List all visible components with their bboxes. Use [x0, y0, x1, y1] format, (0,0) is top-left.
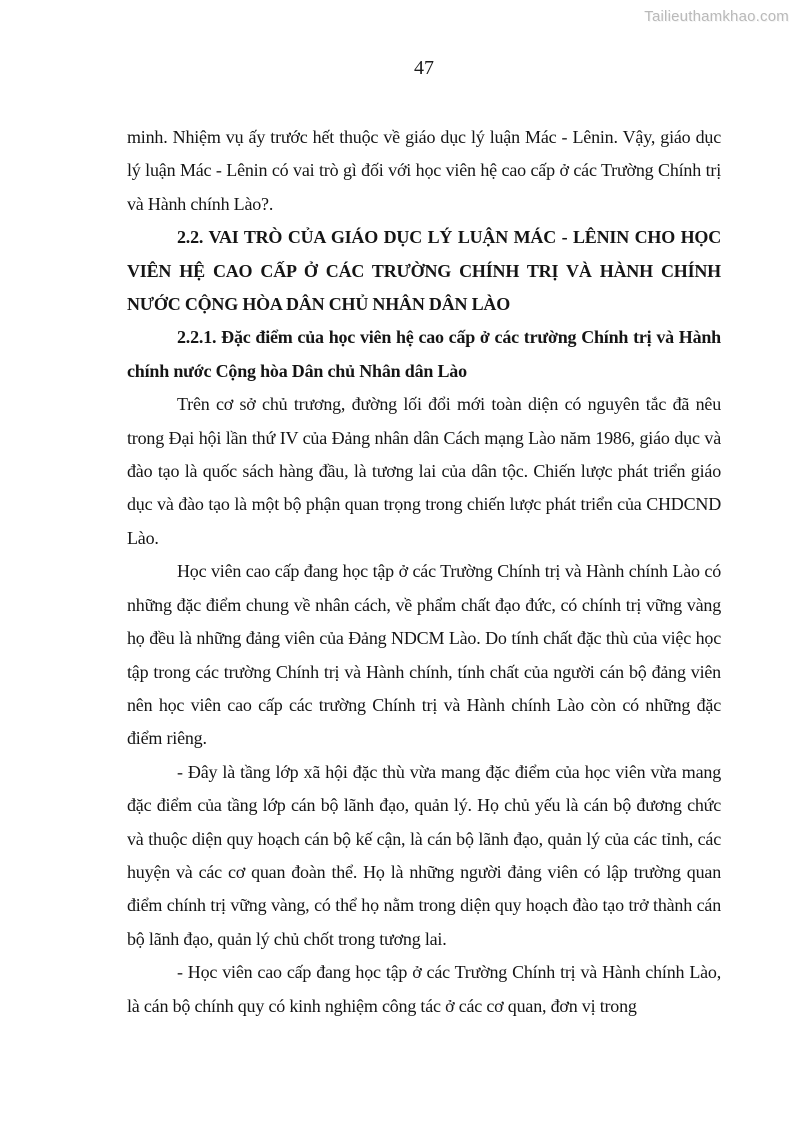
paragraph-doi-moi: Trên cơ sở chủ trương, đường lối đổi mới toàn diện có nguyên tắc đã nêu trong Đại hội lần thứ IV của Đảng nhân dân Cách mạng Lào năm 1986, giáo dục và đào tạo là quốc sách hàng đầu, là tương lai của dân tộc. Chiến lược phát triển giáo dục và đào tạo là một bộ phận quan trọng trong chiến lược phát triển của CHDCND Lào.: [127, 394, 721, 548]
watermark-text: Tailieuthamkhao.com: [644, 8, 789, 25]
page-number: 47: [414, 57, 434, 79]
paragraph-continuation: minh. Nhiệm vụ ấy trước hết thuộc về giáo dục lý luận Mác - Lênin. Vậy, giáo dục lý luận Mác - Lênin có vai trò gì đối với học viên hệ cao cấp ở các Trường Chính trị và Hành chính Lào?.: [127, 127, 721, 214]
subsection-heading-2-2-1: 2.2.1. Đặc điểm của học viên hệ cao cấp ở các trường Chính trị và Hành chính nước Cộng hòa Dân chủ Nhân dân Lào: [127, 327, 721, 381]
document-body: [127, 121, 721, 1023]
section-heading-2-2: 2.2. VAI TRÒ CỦA GIÁO DỤC LÝ LUẬN MÁC - LÊNIN CHO HỌC VIÊN HỆ CAO CẤP Ở CÁC TRƯỜNG CHÍNH TRỊ VÀ HÀNH CHÍNH NƯỚC CỘNG HÒA DÂN CHỦ NHÂN DÂN LÀO: [127, 227, 721, 315]
paragraph-hoc-vien-cao-cap: Học viên cao cấp đang học tập ở các Trường Chính trị và Hành chính Lào có những đặc điểm chung về nhân cách, về phẩm chất đạo đức, có chính trị vững vàng họ đều là những đảng viên của Đảng NDCM Lào. Do tính chất đặc thù của việc học tập trong các trường Chính trị và Hành chính, tính chất của người cán bộ đảng viên nên học viên cao cấp các trường Chính trị và Hành chính Lào còn có những đặc điểm riêng.: [127, 561, 721, 749]
bullet-tang-lop-xa-hoi: - Đây là tầng lớp xã hội đặc thù vừa mang đặc điểm của học viên vừa mang đặc điểm của tầng lớp cán bộ lãnh đạo, quản lý. Họ chủ yếu là cán bộ đương chức và thuộc diện quy hoạch cán bộ kế cận, là cán bộ lãnh đạo, quản lý của các tỉnh, các huyện và các cơ quan đoàn thể. Họ là những người đảng viên có lập trường quan điểm chính trị vững vàng, có thể họ nằm trong diện quy hoạch đào tạo trở thành cán bộ lãnh đạo, quản lý chủ chốt trong tương lai.: [127, 761, 721, 949]
bullet-can-bo-chinh-quy: - Học viên cao cấp đang học tập ở các Trường Chính trị và Hành chính Lào, là cán bộ chính quy có kinh nghiệm công tác ở các cơ quan, đơn vị trong: [127, 962, 721, 1016]
